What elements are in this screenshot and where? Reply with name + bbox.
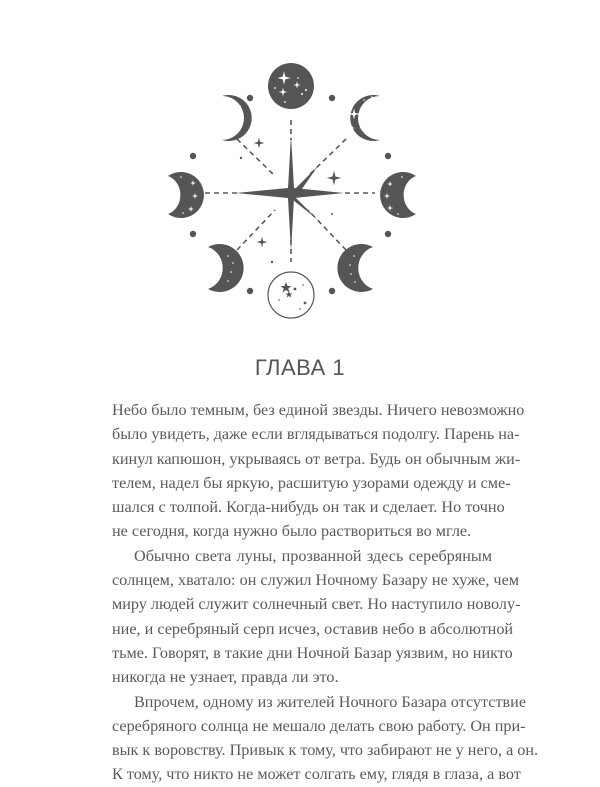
chapter-body xyxy=(112,398,539,787)
text-line: Обычно света луны, прозванной здесь серебряным xyxy=(134,546,492,565)
sparkle-icon xyxy=(257,237,268,248)
chapter-title: ГЛАВА 1 xyxy=(254,355,346,380)
text-line: К тому, что никто не может солгать ему, глядя в глаза, а вот xyxy=(112,765,521,784)
text-line: было увидеть, даже если вглядываться подолгу. Парень на- xyxy=(112,425,520,444)
text-line: телем, надел бы яркую, расшитую узорами одежду и сме- xyxy=(112,473,511,492)
waxing-gibbous-moon-icon xyxy=(349,95,380,141)
text-line: Небо было темным, без единой звезды. Ничего невозможно xyxy=(112,401,525,419)
sparkle-icon xyxy=(254,138,265,149)
text-line: не сегодня, когда нужно было раствориться во мгле. xyxy=(112,522,472,541)
text-line: серебряного солнца не мешало делать свою работу. Он при- xyxy=(112,716,526,735)
text-line: тьме. Говорят, в такие дни Ночной Базар уязвим, но никто xyxy=(112,643,513,662)
text-line: вык к воровству. Привык к тому, что забирают не у него, а он. xyxy=(112,741,539,760)
moon-phases-illustration xyxy=(0,0,600,340)
text-line: миру людей служит солнечный свет. Но наступило новолу- xyxy=(112,595,521,614)
text-line: шался с толпой. Когда-нибудь он так и сделает. Но точно xyxy=(112,498,505,517)
text-line: никогда не узнает, правда ли это. xyxy=(112,668,339,687)
paragraph xyxy=(112,690,539,787)
waxing-crescent-moon-icon xyxy=(337,244,373,292)
paragraph xyxy=(112,544,521,690)
waning-gibbous-moon-icon xyxy=(217,95,252,141)
text-line: солнцем, хватало: он служил Ночному Базару не хуже, чем xyxy=(112,571,520,590)
waning-crescent-moon-icon xyxy=(208,244,244,292)
paragraph xyxy=(112,398,525,544)
sparkle-icon xyxy=(327,171,341,185)
new-moon-icon xyxy=(268,272,314,318)
first-quarter-moon-icon xyxy=(380,172,416,220)
last-quarter-moon-icon xyxy=(168,172,204,219)
text-line: Впрочем, одному из жителей Ночного Базара отсутствие xyxy=(134,692,527,711)
text-line: кинул капюшон, укрываясь от ветра. Будь он обычным жи- xyxy=(112,449,521,468)
full-moon-icon xyxy=(268,63,314,109)
text-line: ние, и серебряный серп исчез, оставив небо в абсолютной xyxy=(112,619,514,638)
